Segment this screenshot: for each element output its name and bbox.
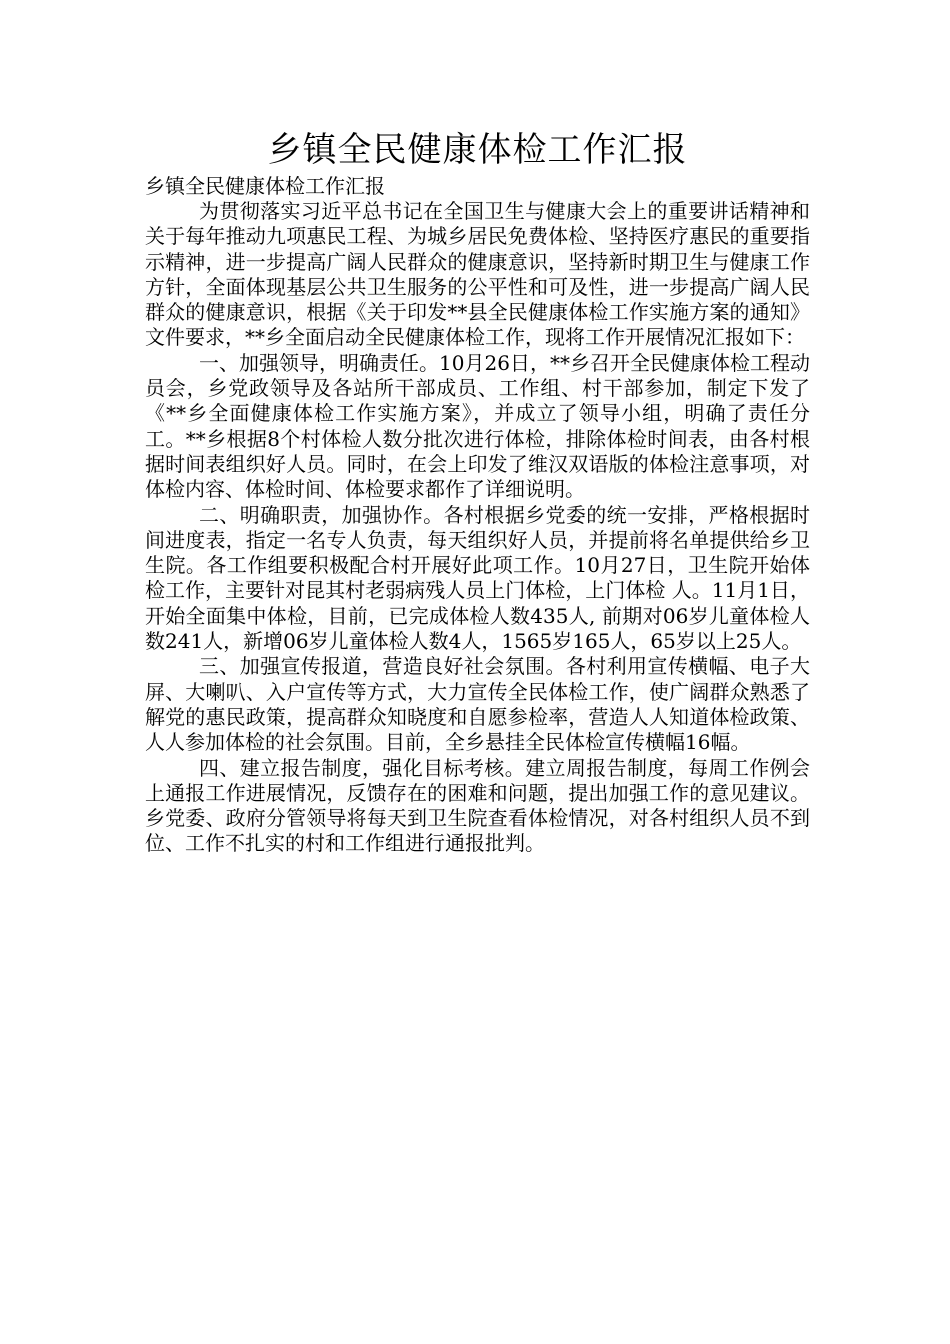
paragraph-section-4: 四、建立报告制度，强化目标考核。建立周报告制度，每周工作例会上通报工作进展情况，反馈存在的困难和问题，提出加强工作的意见建议。乡党委、政府分管领导将每天到卫生院查看体检情况，对各村组织人员不到位、工作不扎实的村和工作组进行通报批判。 [145, 755, 810, 856]
document-subtitle: 乡镇全民健康体检工作汇报 [145, 174, 385, 198]
document-page [145, 128, 810, 857]
paragraph-section-2: 二、明确职责，加强协作。各村根据乡党委的统一安排，严格根据时间进度表，指定一名专人负责，每天组织好人员，并提前将名单提供给乡卫生院。各工作组要积极配合村开展好此项工作。10月27日，卫生院开始体检工作，主要针对昆其村老弱病残人员上门体检，上门体检 人。11月1日，开始全面集中体检，目前，已完成体检人数435人, 前期对06岁儿童体检人数241人，新增06岁儿童体检人数4人，1565岁165人，65岁以上25人。 [145, 502, 810, 654]
paragraph-intro: 为贯彻落实习近平总书记在全国卫生与健康大会上的重要讲话精神和关于每年推动九项惠民工程、为城乡居民免费体检、坚持医疗惠民的重要指示精神，进一步提高广阔人民群众的健康意识，坚持新时期卫生与健康工作方针，全面体现基层公共卫生服务的公平性和可及性，进一步提高广阔人民群众的健康意识，根据《关于印发**县全民健康体检工作实施方案的通知》文件要求，**乡全面启动全民健康体检工作，现将工作开展情况汇报如下： [145, 199, 810, 350]
paragraph-section-1: 一、加强领导，明确责任。10月26日，**乡召开全民健康体检工程动员会，乡党政领导及各站所干部成员、工作组、村干部参加，制定下发了《**乡全面健康体检工作实施方案》，并成立了领导小组，明确了责任分工。**乡根据8个村体检人数分批次进行体检，排除体检时间表，由各村根据时间表组织好人员。同时，在会上印发了维汉双语版的体检注意事项，对体检内容、体检时间、体检要求都作了详细说明。 [145, 350, 810, 502]
document-title: 乡镇全民健康体检工作汇报 [267, 130, 688, 170]
paragraph-section-3: 三、加强宣传报道，营造良好社会氛围。各村利用宣传横幅、电子大屏、大喇叭、入户宣传等方式，大力宣传全民体检工作，使广阔群众熟悉了解党的惠民政策，提高群众知晓度和自愿参检率，营造人人知道体检政策、人人参加体检的社会氛围。目前，全乡悬挂全民体检宣传横幅16幅。 [145, 654, 810, 755]
